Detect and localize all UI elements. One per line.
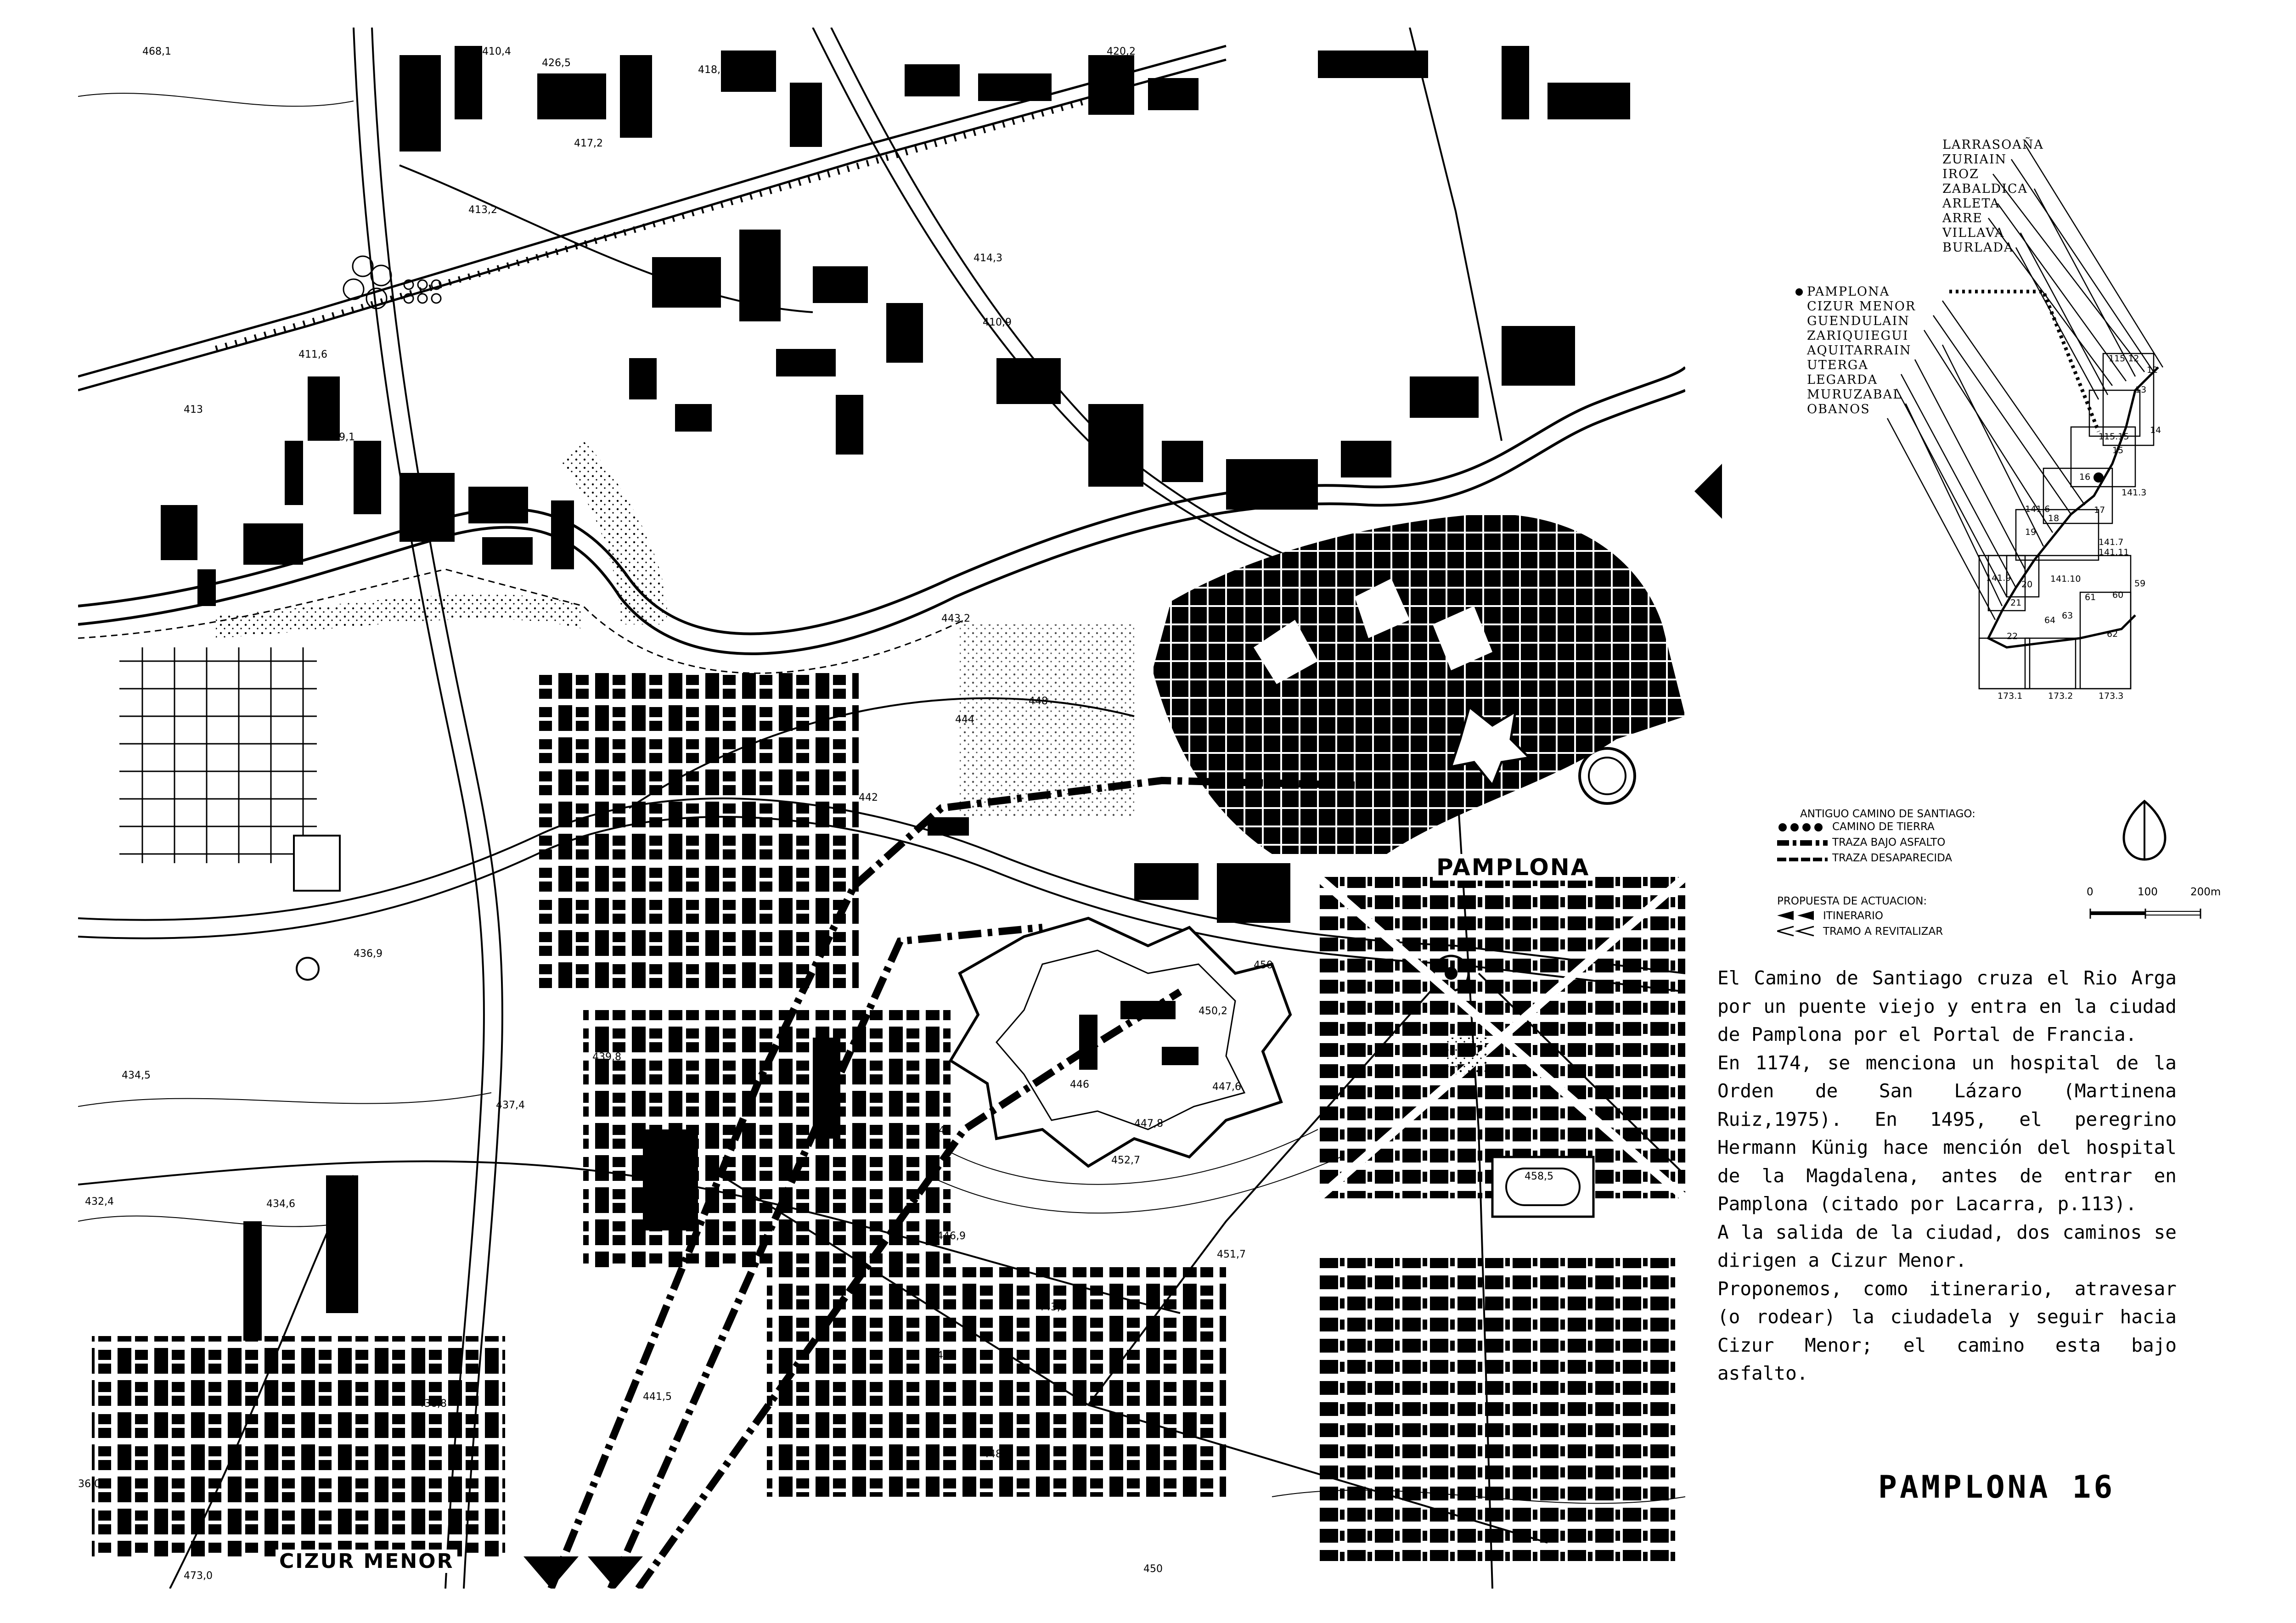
town-label: MURUZABAL xyxy=(1807,387,1902,402)
sheet-label: 61 xyxy=(2085,592,2096,602)
legend-item: TRAMO A REVITALIZAR xyxy=(1823,926,1943,938)
sheet-label: 115.12 xyxy=(2109,354,2139,364)
elevation-label: 447,6 xyxy=(1212,1081,1241,1093)
description-paragraph: El Camino de Santiago cruza el Rio Arga por un puente viejo y entra en la ciudad de Pamplona por el Portal de Francia. xyxy=(1717,967,2177,1045)
sheet-label: 15 xyxy=(2112,445,2124,455)
elevation-label: 413,2 xyxy=(468,204,497,216)
scale-bar-line xyxy=(2085,907,2232,925)
elevation-label: 450 xyxy=(1254,960,1273,971)
elevation-label: 450,2 xyxy=(1199,1005,1227,1017)
sheet-label: 17 xyxy=(2094,505,2105,515)
sheet-label: 60 xyxy=(2112,590,2124,600)
elevation-label: 447 xyxy=(932,1125,951,1136)
town-label: PAMPLONA xyxy=(1807,285,1890,299)
sheet-label: 141.10 xyxy=(2050,574,2081,584)
elevation-label: 473,0 xyxy=(184,1570,213,1582)
scale-tick: 0 xyxy=(2087,886,2093,898)
elevation-label: 410,4 xyxy=(482,46,511,57)
cizur-menor-label: CIZUR MENOR xyxy=(276,1550,457,1573)
sheet-label: 21 xyxy=(2010,598,2022,608)
route-arrow-icon xyxy=(1694,464,1722,519)
elevation-label: 468,1 xyxy=(142,46,171,57)
elevation-label: 441,5 xyxy=(643,1391,672,1403)
city-map xyxy=(78,28,1685,1589)
town-label: ZABALDICA xyxy=(1942,182,2028,196)
town-label: ARLETA xyxy=(1942,197,2000,211)
scale-tick: 200m xyxy=(2190,886,2221,898)
elevation-label: 418,7 xyxy=(698,64,727,76)
elevation-label: 436,8 xyxy=(418,1398,447,1410)
town-label: AQUITARRAIN xyxy=(1807,343,1912,358)
sheet-label: 63 xyxy=(2062,611,2073,621)
elevation-label: 434,5 xyxy=(122,1070,151,1081)
north-arrow-icon xyxy=(2122,799,2167,863)
elevation-label: 446 xyxy=(1070,1079,1089,1090)
sheet-label: 141.11 xyxy=(2099,547,2129,557)
town-label: CIZUR MENOR xyxy=(1807,299,1916,314)
elevation-label: 439,8 xyxy=(592,1051,621,1063)
elevation-label: 442 xyxy=(859,792,878,803)
town-label: BURLADA xyxy=(1942,241,2014,255)
legend-arrow-symbols xyxy=(1777,909,1828,941)
town-label: UTERGA xyxy=(1807,358,1868,372)
elevation-label: 417,2 xyxy=(574,138,603,149)
elevation-label: 413 xyxy=(184,404,203,416)
scale-tick: 100 xyxy=(2138,886,2158,898)
sheet-label: 22 xyxy=(2007,631,2018,641)
elevation-label: 420,2 xyxy=(1107,46,1136,57)
sheet-label: 59 xyxy=(2134,578,2146,589)
elevation-label: 450 xyxy=(1143,1563,1163,1575)
elevation-label: 448 xyxy=(1029,696,1048,707)
map-drawing xyxy=(78,28,1685,1589)
pamplona-dot-icon xyxy=(1795,288,1803,296)
sheet-label: 173.3 xyxy=(2099,691,2124,701)
town-label: OBANOS xyxy=(1807,402,1870,416)
sheet-label: 14 xyxy=(2150,425,2161,435)
pamplona-label: PAMPLONA xyxy=(1433,854,1593,881)
elevation-label: 411,6 xyxy=(298,349,327,360)
elevation-label: 447 xyxy=(937,1350,956,1361)
elevation-label: 437,4 xyxy=(496,1100,525,1111)
legend-item: TRAZA DESAPARECIDA xyxy=(1832,852,1953,864)
elevation-label: 36,0 xyxy=(78,1478,101,1490)
legend-proposal-title: PROPUESTA DE ACTUACION: xyxy=(1777,895,1927,907)
sheet-label: 62 xyxy=(2107,629,2118,639)
town-label: ZURIAIN xyxy=(1942,152,2007,167)
elevation-label: 458,5 xyxy=(1525,1171,1553,1182)
elevation-label: 436,9 xyxy=(354,948,383,960)
sheet-label: 115.15 xyxy=(2099,432,2129,442)
sheet-label: 20 xyxy=(2021,579,2033,590)
sheet-label: 173.1 xyxy=(1998,691,2023,701)
description-paragraph: A la salida de la ciudad, dos caminos se dirigen a Cizur Menor. xyxy=(1717,1221,2177,1271)
elevation-label: 451,7 xyxy=(1217,1249,1246,1260)
legend-line-symbols xyxy=(1777,821,1841,871)
town-label: ARRE xyxy=(1942,211,1983,225)
sheet-label: 18 xyxy=(2048,513,2060,523)
town-label: ZARIQUIEGUI xyxy=(1807,329,1909,343)
sheet-label: 64 xyxy=(2044,615,2056,625)
legend-title: ANTIGUO CAMINO DE SANTIAGO: xyxy=(1800,808,1975,820)
elevation-label: 447,8 xyxy=(1134,1118,1163,1129)
elevation-label: 446,9 xyxy=(937,1230,966,1242)
elevation-label: 409,1 xyxy=(326,432,355,443)
description-text xyxy=(1717,964,2177,1388)
legend-item: ITINERARIO xyxy=(1823,910,1884,922)
description-paragraph: En 1174, se menciona un hospital de la Orden de San Lázaro (Martinena Ruiz,1975). En 1495, el peregrino Hermann Künig hace mención del hospital de la Magdalena, antes de entrar en Pamplona (citado por Lacarra, p.113). xyxy=(1717,1051,2177,1215)
elevation-label: 443,2 xyxy=(941,613,970,624)
legend xyxy=(1777,808,2016,960)
elevation-label: 432,4 xyxy=(85,1196,114,1207)
sheet-label: 141.3 xyxy=(2122,488,2147,498)
sheet-label: 13 xyxy=(2135,385,2147,395)
elevation-label: 414,3 xyxy=(974,253,1002,264)
elevation-label: 452,7 xyxy=(1111,1155,1140,1166)
town-label: GUENDULAIN xyxy=(1807,314,1910,328)
elevation-label: 444 xyxy=(955,714,974,725)
legend-item: TRAZA BAJO ASFALTO xyxy=(1832,837,1946,848)
elevation-label: 426,5 xyxy=(542,57,571,69)
sheet-label: 141.9 xyxy=(1986,573,2011,583)
elevation-label: 434,6 xyxy=(266,1198,295,1210)
town-label: LEGARDA xyxy=(1807,373,1878,387)
route-index-diagram xyxy=(1731,133,2167,739)
sheet-label: 19 xyxy=(2025,527,2037,537)
scale-bar xyxy=(2085,886,2232,927)
town-label: VILLAVA xyxy=(1942,226,2005,240)
elevation-label: 448,4 xyxy=(983,1449,1012,1460)
sheet-label: 12 xyxy=(2147,365,2158,375)
sheet-label: 141.6 xyxy=(2025,504,2050,514)
legend-item: CAMINO DE TIERRA xyxy=(1832,821,1935,833)
description-paragraph: Proponemos, como itinerario, atravesar (o rodear) la ciudadela y seguir hacia Cizur Menor; el camino esta bajo asfalto. xyxy=(1717,1277,2177,1384)
page-title: PAMPLONA 16 xyxy=(1878,1469,2116,1505)
sheet-label: 141.7 xyxy=(2099,537,2124,547)
town-label: IROZ xyxy=(1942,167,1979,181)
town-label: LARRASOAÑA xyxy=(1942,138,2044,152)
elevation-label: 410,9 xyxy=(983,317,1012,328)
sheet-label: 173.2 xyxy=(2048,691,2073,701)
sheet-label: 16 xyxy=(2079,472,2091,482)
elevation-label: 443,5 xyxy=(1038,1302,1067,1313)
